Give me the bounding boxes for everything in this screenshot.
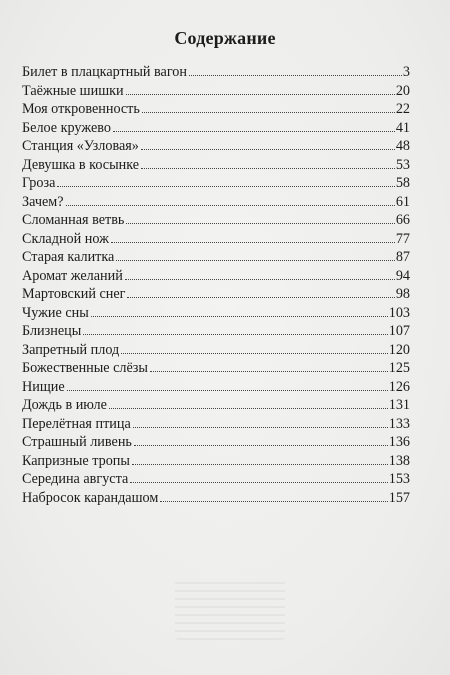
dot-leader bbox=[109, 408, 388, 409]
toc-entry-title: Капризные тропы bbox=[22, 452, 130, 469]
toc-entry-title: Складной нож bbox=[22, 230, 109, 247]
toc-entry-page-number: 138 bbox=[388, 452, 410, 469]
toc-entry-title: Сломанная ветвь bbox=[22, 212, 125, 228]
dot-leader bbox=[113, 131, 395, 132]
toc-entry-page-number: 20 bbox=[395, 82, 410, 99]
dot-leader bbox=[83, 334, 387, 335]
toc-entry-title: Старая калитка bbox=[22, 249, 115, 265]
toc-entry-title: Перелётная птица bbox=[22, 415, 131, 432]
toc-entry bbox=[22, 267, 410, 286]
toc-entry-page-number: 94 bbox=[395, 267, 410, 284]
toc-entry-title: Моя откровенность bbox=[22, 101, 140, 117]
toc-entry-title: Билет в плацкартный вагон bbox=[22, 64, 187, 80]
toc-entry-title: Середина августа bbox=[22, 471, 129, 487]
toc-entry-page-number: 125 bbox=[388, 360, 410, 376]
table-of-contents bbox=[22, 63, 410, 507]
toc-entry-title: Чужие сны bbox=[22, 304, 89, 321]
toc-entry-title: Белое кружево bbox=[22, 119, 111, 136]
toc-entry-page-number: 87 bbox=[395, 249, 410, 265]
toc-entry-title: Запретный плод bbox=[22, 341, 120, 358]
dot-leader bbox=[91, 316, 388, 317]
toc-entry bbox=[22, 378, 410, 397]
toc-entry-title: Божественные слёзы bbox=[22, 360, 148, 376]
toc-entry-title: Зачем? bbox=[22, 193, 64, 210]
toc-entry bbox=[22, 248, 410, 267]
dot-leader bbox=[141, 168, 395, 169]
toc-entry-title: Аромат желаний bbox=[22, 267, 123, 284]
dot-leader bbox=[132, 464, 388, 465]
toc-entry-title: Девушка в косынке bbox=[22, 156, 140, 173]
toc-entry-page-number: 131 bbox=[388, 397, 410, 413]
toc-entry-page-number: 120 bbox=[388, 341, 410, 358]
toc-entry bbox=[22, 341, 410, 360]
page-title: Содержание bbox=[174, 28, 276, 48]
toc-entry-page-number: 103 bbox=[388, 304, 410, 321]
dot-leader bbox=[125, 279, 395, 280]
toc-entry bbox=[22, 156, 410, 175]
dot-leader bbox=[150, 371, 388, 372]
toc-entry-title: Станция «Узловая» bbox=[22, 138, 139, 154]
toc-entry bbox=[22, 211, 410, 230]
toc-entry bbox=[22, 285, 410, 304]
toc-entry-page-number: 98 bbox=[395, 286, 410, 302]
dot-leader bbox=[116, 260, 394, 261]
toc-entry-page-number: 133 bbox=[388, 415, 410, 432]
dot-leader bbox=[127, 297, 394, 298]
toc-entry bbox=[22, 415, 410, 434]
toc-entry-page-number: 3 bbox=[402, 64, 410, 80]
toc-entry bbox=[22, 82, 410, 101]
toc-entry bbox=[22, 137, 410, 156]
dot-leader bbox=[121, 353, 387, 354]
toc-entry-title: Таёжные шишки bbox=[22, 82, 124, 99]
toc-entry bbox=[22, 322, 410, 341]
dot-leader bbox=[160, 501, 387, 502]
toc-entry bbox=[22, 433, 410, 452]
toc-entry-page-number: 61 bbox=[395, 193, 410, 210]
toc-entry-page-number: 48 bbox=[395, 138, 410, 154]
toc-entry-page-number: 153 bbox=[388, 471, 410, 487]
toc-entry bbox=[22, 119, 410, 138]
dot-leader bbox=[189, 75, 402, 76]
toc-entry-page-number: 41 bbox=[395, 119, 410, 136]
dot-leader bbox=[111, 242, 395, 243]
dot-leader bbox=[141, 149, 395, 150]
dot-leader bbox=[57, 186, 394, 187]
show-through-print bbox=[175, 580, 285, 640]
toc-entry bbox=[22, 396, 410, 415]
toc-entry bbox=[22, 452, 410, 471]
dot-leader bbox=[66, 205, 395, 206]
toc-entry-title: Страшный ливень bbox=[22, 434, 132, 450]
toc-entry bbox=[22, 63, 410, 82]
toc-entry bbox=[22, 230, 410, 249]
toc-entry-page-number: 107 bbox=[388, 323, 410, 339]
toc-entry bbox=[22, 193, 410, 212]
toc-entry bbox=[22, 470, 410, 489]
toc-entry bbox=[22, 174, 410, 193]
toc-entry-page-number: 157 bbox=[388, 489, 410, 506]
dot-leader bbox=[67, 390, 388, 391]
toc-entry bbox=[22, 489, 410, 508]
dot-leader bbox=[133, 427, 388, 428]
toc-entry-page-number: 58 bbox=[395, 175, 410, 191]
toc-entry-page-number: 53 bbox=[395, 156, 410, 173]
toc-entry-page-number: 136 bbox=[388, 434, 410, 450]
toc-entry-title: Мартовский снег bbox=[22, 286, 126, 302]
dot-leader bbox=[134, 445, 388, 446]
dot-leader bbox=[126, 94, 395, 95]
toc-entry-title: Близнецы bbox=[22, 323, 82, 339]
toc-entry bbox=[22, 100, 410, 119]
toc-entry bbox=[22, 359, 410, 378]
toc-entry-title: Набросок карандашом bbox=[22, 489, 159, 506]
toc-entry-title: Дождь в июле bbox=[22, 397, 107, 413]
toc-entry-page-number: 126 bbox=[388, 378, 410, 395]
toc-entry bbox=[22, 304, 410, 323]
toc-entry-page-number: 22 bbox=[395, 101, 410, 117]
toc-entry-title: Нищие bbox=[22, 378, 65, 395]
toc-entry-page-number: 66 bbox=[395, 212, 410, 228]
toc-entry-title: Гроза bbox=[22, 175, 56, 191]
dot-leader bbox=[130, 482, 387, 483]
dot-leader bbox=[126, 223, 394, 224]
toc-entry-page-number: 77 bbox=[395, 230, 410, 247]
dot-leader bbox=[142, 112, 395, 113]
